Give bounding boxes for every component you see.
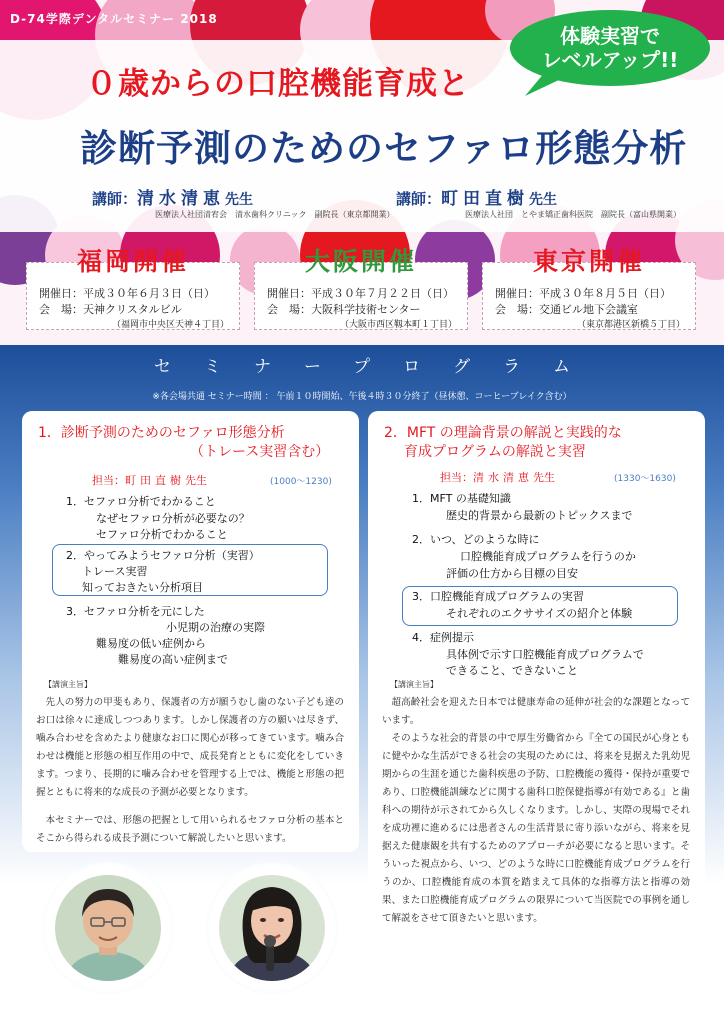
lecturer-prefix: 講師： xyxy=(92,190,138,208)
lecturer-suffix: 先生 xyxy=(529,192,558,208)
body-text: 超高齢社会を迎えた日本では健康寿命の延伸が社会的な課題となっています。 xyxy=(382,697,690,726)
title-line-2: 診断予測のためのセファロ形態分析 xyxy=(80,126,688,170)
body-text: 先人の努力の甲斐もあり、保護者の方が願うむし歯のない子ども達のお口は徐々に達成しつつあります。しかし保護者の方の願いは尽きず、噛み合わせを含めたより健康なお口に関心が移ってきています。噛み合わせは機能と形態の相互作用の中で、成長発育とともに変化をしていきます。つまり、長期的に噛み合わせを管理する上では、機能と形態の把握とともに将来的な成長の予測が必要となります。 xyxy=(36,697,344,798)
presenter-label: 担当： xyxy=(440,471,473,484)
panel-right-presenter xyxy=(440,469,555,485)
lecturer-photo-shimizu xyxy=(219,875,325,981)
lecturer-suffix: 先生 xyxy=(225,192,254,208)
venue-date: 開催日：平成３０年６月３日（日） xyxy=(39,287,215,300)
list-item: 歴史的背景から最新のトピックスまで xyxy=(446,509,633,522)
panel-left-heading-1: 1．診断予測のためのセファロ形態分析 xyxy=(38,425,285,441)
list-item: 1．MFT の基礎知識 xyxy=(412,492,511,505)
speech-bubble-text xyxy=(505,24,715,72)
list-item: 2．いつ、どのような時に xyxy=(412,533,540,546)
venue-title: 福岡開催 xyxy=(76,247,189,276)
venue-address: （東京都港区新橋５丁目） xyxy=(576,320,685,330)
lecturer-2 xyxy=(396,184,557,209)
list-item: 3．セファロ分析を元にした xyxy=(66,605,205,618)
venue-title: 大阪開催 xyxy=(304,247,417,276)
list-item: 口腔機能育成プログラムを行うのか xyxy=(460,550,636,563)
presenter-label: 担当： xyxy=(92,474,125,487)
lecturer-1-affiliation: 医療法人社団清宥会 清水歯科クリニック 副院長（東京都開業） xyxy=(155,210,395,219)
venue-place: 会 場：交通ビル地下会議室 xyxy=(495,303,638,316)
list-item: 評価の仕方から目標の目安 xyxy=(446,567,578,580)
bubble-line-1: 体験実習で xyxy=(560,24,660,48)
bubble-line-2: レベルアップ!! xyxy=(541,48,679,72)
list-item: 難易度の低い症例から xyxy=(96,637,206,650)
presenter-name: 清水清恵 xyxy=(473,471,533,484)
body-label: 【講演主旨】 xyxy=(390,680,438,689)
panel-left-heading-2: （トレース実習含む） xyxy=(190,444,330,460)
program-title: セミナープログラム xyxy=(154,357,603,377)
portrait-illustration xyxy=(219,875,325,981)
lecturer-prefix: 講師： xyxy=(396,190,442,208)
list-item: 4．症例提示 xyxy=(412,631,474,644)
panel-left-time xyxy=(270,474,332,487)
list-item: それぞれのエクササイズの紹介と体験 xyxy=(446,607,633,620)
list-item: 3．口腔機能育成プログラムの実習 xyxy=(412,590,584,603)
venue-osaka xyxy=(254,247,468,330)
venue-tokyo xyxy=(482,247,696,330)
lecturer-name: 町田直樹 xyxy=(441,189,530,209)
presenter-name: 町田直樹 xyxy=(125,474,185,487)
venue-date: 開催日：平成３０年８月５日（日） xyxy=(495,287,671,300)
panel-right-heading-2: 育成プログラムの解説と実習 xyxy=(404,444,586,460)
body-label: 【講演主旨】 xyxy=(44,680,92,689)
session-time: (1330～1630) xyxy=(614,474,676,484)
list-item: 知っておきたい分析項目 xyxy=(82,581,203,594)
list-item: 難易度の高い症例まで xyxy=(118,653,228,666)
list-item: 1．セファロ分析でわかること xyxy=(66,495,216,508)
lecturer-photo-machida xyxy=(55,875,161,981)
venue-place: 会 場：天神クリスタルビル xyxy=(39,303,182,316)
program-note: ※各会場共通 セミナー時間 ： 午前１０時開始、午後４時３０分終了（昼休憩、コーヒーブレイク含む） xyxy=(152,392,572,402)
presenter-suffix: 先生 xyxy=(185,474,207,487)
venue-title: 東京開催 xyxy=(532,247,645,276)
series-label: D-74学際デンタルセミナー 2018 xyxy=(10,12,218,26)
venue-place: 会 場：大阪科学技術センター xyxy=(267,303,421,316)
list-item: セファロ分析でわかること xyxy=(96,528,228,541)
lecturer-1 xyxy=(92,184,253,209)
list-item: できること、できないこと xyxy=(446,664,578,677)
session-time: (1000～1230) xyxy=(270,477,332,487)
body-text: 本セミナーでは、形態の把握として用いられるセファロ分析の基本とそこから得られる成長予測について解説したいと思います。 xyxy=(36,815,344,844)
venue-address: （大阪市西区靱本町１丁目） xyxy=(339,320,457,330)
portrait-illustration xyxy=(55,875,161,981)
lecturer-2-affiliation: 医療法人社団 とやま矯正歯科医院 副院長（富山県開業） xyxy=(465,210,681,219)
title-line-1: ０歳からの口腔機能育成と xyxy=(86,66,470,102)
panel-right-heading-1: 2．MFT の理論背景の解説と実践的な xyxy=(384,425,622,441)
venue-address: （福岡市中央区天神４丁目） xyxy=(111,320,229,330)
list-item: 具体例で示す口腔機能育成プログラムで xyxy=(446,648,644,661)
lecturer-name: 清水清恵 xyxy=(137,189,226,209)
panel-left-presenter xyxy=(92,472,207,488)
presenter-suffix: 先生 xyxy=(533,471,555,484)
list-item: トレース実習 xyxy=(82,565,148,578)
venue-fukuoka xyxy=(26,247,240,330)
list-item: 2．やってみようセファロ分析（実習） xyxy=(66,549,260,562)
venue-date: 開催日：平成３０年７月２２日（日） xyxy=(267,287,454,300)
list-item: なぜセファロ分析が必要なの？ xyxy=(96,512,250,525)
panel-right-time xyxy=(614,471,676,484)
body-text: そのような社会的背景の中で厚生労働省から『全ての国民が心身ともに健やかな生活ができる社会の実現のためには、将来を見据えた乳幼児期からの生涯を通じた歯科疾患の予防、口腔機能の獲得・保持が重要であり、口腔機能訓練などに関する歯科口腔保健指導が有効である』と歯科への期待が示されてから久しくなります。しかし、実際の現場でそれを成功裡に進めるには患者さんの生活背景に寄り添いながら、将来を見据えた健康観を共有するためのアプローチが必要になると思います。そういった視点から、いつ、どのような時に口腔機能育成プログラムを行うのか、口腔機能育成の本質を踏まえて具体的な指導方法と指導の効果、また口腔機能育成プログラムの限界について当医院での事例を通して解説をさせて頂きたいと思います。 xyxy=(382,733,690,924)
list-item: 小児期の治療の実際 xyxy=(166,621,265,634)
